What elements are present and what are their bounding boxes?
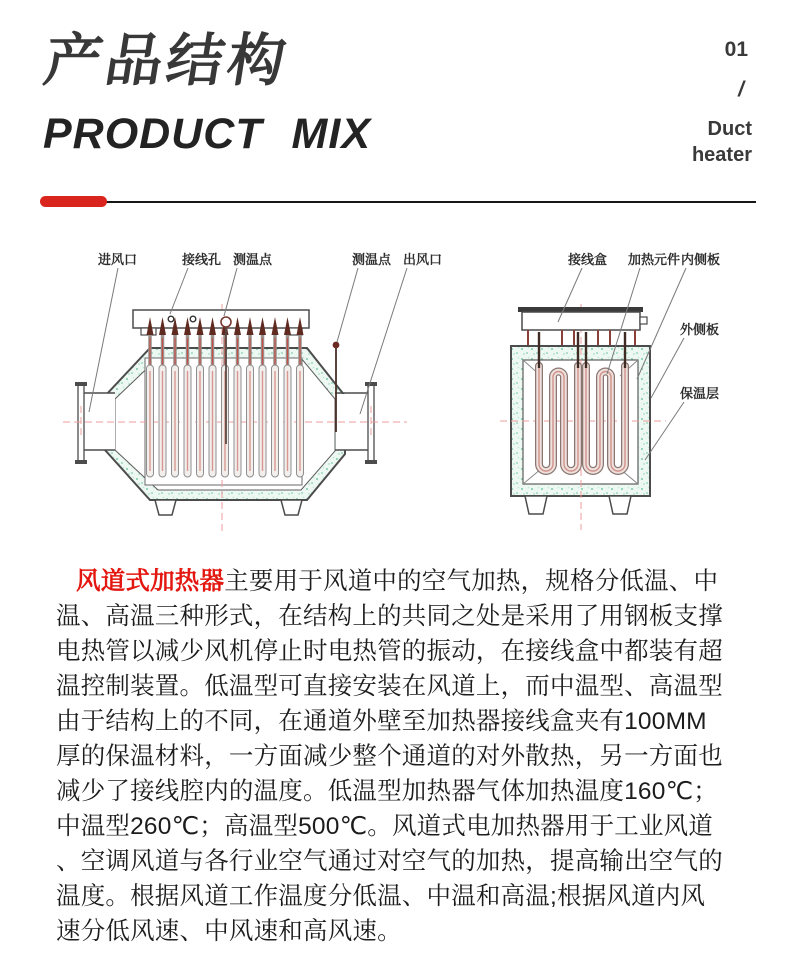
- label-outer-plate: 外侧板: [680, 322, 720, 337]
- label-insulation-layer: 保温层: [680, 386, 720, 401]
- description-line: 速分低风速、中风速和高风速。: [56, 918, 402, 945]
- description-line: 温、高温三种形式，在结构上的共同之处是采用了用钢板支撑: [56, 603, 723, 630]
- tagline-heater: heater: [691, 144, 752, 166]
- u-tube-elements: [539, 366, 625, 471]
- label-air-outlet: 出风口: [403, 252, 443, 267]
- description-line: 由于结构上的不同，在通道外壁至加热器接线盒夹有100MM: [56, 708, 707, 735]
- duct-heater-cross-section-diagram: [470, 246, 790, 536]
- description-line: 温度。根据风道工作温度分低温、中温和高温;根据风道内风: [56, 883, 706, 910]
- label-temp-point-1: 测温点: [233, 252, 273, 267]
- label-air-inlet: 进风口: [98, 252, 138, 267]
- description-line: 减少了接线腔内的温度。低温型加热器气体加热温度160℃；: [56, 778, 718, 805]
- description-line: 中温型260℃；高温型500℃。风道式电加热器用于工业风道: [56, 813, 714, 840]
- label-junction-box: 接线盒: [568, 252, 608, 267]
- product-name-highlight: 风道式加热器: [76, 568, 225, 595]
- label-inner-plate: 内侧板: [681, 252, 721, 267]
- duct-body-artwork: [63, 268, 407, 532]
- page-title-chinese: 产品结构: [39, 29, 294, 93]
- label-heating-element: 加热元件: [628, 252, 681, 267]
- duct-heater-side-view-diagram: [55, 246, 445, 536]
- description-line: 厚的保温材料，一方面减少整个通道的对外散热，另一方面也: [56, 743, 723, 770]
- slash-separator: /: [738, 78, 744, 101]
- tagline-duct: Duct: [707, 118, 752, 140]
- section-index: 01: [724, 38, 748, 61]
- description-line: 、空调风道与各行业空气通过对空气的加热，提高输出空气的: [56, 848, 723, 875]
- label-temp-point-2: 测温点: [352, 252, 392, 267]
- wiring-hole-dot: [168, 316, 174, 322]
- divider-accent-pill: [40, 196, 107, 207]
- description-line: 风道式加热器主要用于风道中的空气加热，规格分低温、中: [76, 568, 719, 595]
- header-meta: [692, 38, 752, 168]
- divider-line: [46, 201, 756, 203]
- label-wiring-hole: 接线孔: [182, 252, 222, 267]
- description-line: 温控制装置。低温型可直接安装在风道上，而中温型、高温型: [56, 673, 723, 700]
- description-line: 电热管以减少风机停止时电热管的振动，在接线盒中都装有超: [56, 638, 723, 665]
- product-description: [56, 564, 756, 949]
- wiring-hole-dot: [190, 316, 196, 322]
- page-title-english: PRODUCT MIX: [43, 110, 371, 158]
- cross-section-artwork: [500, 268, 686, 530]
